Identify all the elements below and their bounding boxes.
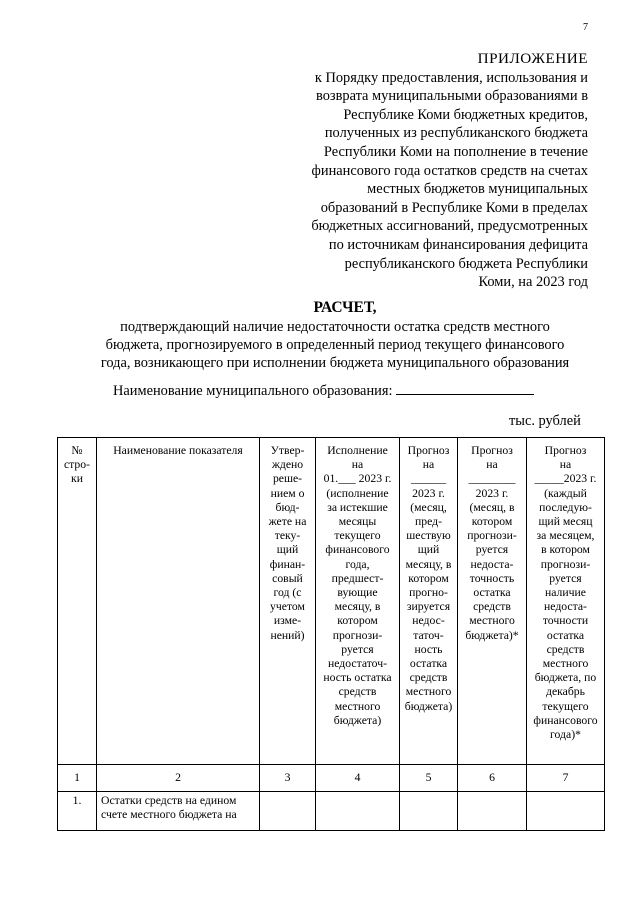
column-number: 5 [400,765,458,792]
units-label: тыс. рублей [509,413,581,429]
appendix-line: полученных из республиканского бюджета [324,125,588,142]
row-indicator: Остатки средств на едином счете местного бюджета на [97,792,260,831]
column-number: 6 [458,765,527,792]
row-number: 1. [58,792,97,831]
appendix-line: республиканского бюджета Республики [344,255,588,272]
table-row [58,792,605,831]
municipality-label: Наименование муниципального образования: [113,383,393,399]
appendix-line: Республике Коми бюджетных кредитов, [343,106,588,123]
row-cell-execution [316,792,400,831]
appendix-line: возврата муниципальными образованиями в [316,88,588,105]
municipality-field [113,380,534,400]
appendix-line: местных бюджетов муниципальных [367,181,588,198]
row-cell-forecast-month [458,792,527,831]
subtitle-line: года, возникающего при исполнении бюджета муниципального образования [100,355,570,371]
municipality-blank-line [396,380,534,395]
column-number: 1 [58,765,97,792]
col-header-forecast-following: Прогноз на _____2023 г. (каждый последую- щий месяц за месяцем, в котором прогнози- руется наличие недоста- точности остатка средств местного бюджета, по декабрь текущего финансового года)* [527,438,605,765]
appendix-line: Коми, на 2023 год [478,274,588,291]
appendix-block [258,50,588,292]
column-number: 2 [97,765,260,792]
row-cell-approved [260,792,316,831]
col-header-forecast-prev-month: Прогноз на ______ 2023 г. (месяц, пред- шествую щий месяцу, в котором прогно- зируется недос- таточ- ность остатка средств местного бюджета) [400,438,458,765]
document-title: РАСЧЕТ, [313,299,377,316]
column-number: 4 [316,765,400,792]
appendix-line: к Порядку предоставления, использования и [314,69,588,86]
table-header-row [58,438,605,765]
col-header-forecast-month: Прогноз на ________ 2023 г. (месяц, в котором прогнози- руется недоста- точность остатка средств местного бюджета)* [458,438,527,765]
row-cell-forecast-following [527,792,605,831]
col-header-approved: Утвер- ждено реше- нием о бюд- жете на теку- щий финан- совый год (с учетом изме- нений) [260,438,316,765]
document-subtitle [70,318,600,372]
column-number: 3 [260,765,316,792]
appendix-line: финансового года остатков средств на счетах [311,162,588,179]
column-number-row [58,765,605,792]
row-cell-forecast-prev-month [400,792,458,831]
col-header-indicator: Наименование показателя [97,438,260,765]
appendix-line: по источникам финансирования дефицита [328,236,588,253]
col-header-row-number: № стро- ки [58,438,97,765]
appendix-title: ПРИЛОЖЕНИЕ [477,50,588,67]
col-header-execution: Исполнение на 01.___ 2023 г. (исполнение за истекшие месяцы текущего финансового года, предшест- вующие месяцу, в котором прогнози- руется недостаточ- ность остатка средств местного бюджета) [316,438,400,765]
page-number: 7 [583,22,588,33]
appendix-line: Республики Коми на пополнение в течение [323,143,588,160]
appendix-line: бюджетных ассигнований, предусмотренных [311,218,588,235]
appendix-line: образований в Республике Коми в пределах [320,199,588,216]
column-number: 7 [527,765,605,792]
subtitle-line: подтверждающий наличие недостаточности остатка средств местного [120,319,550,335]
calculation-table [57,437,605,831]
subtitle-line: бюджета, прогнозируемого в определенный период текущего финансового [105,337,565,353]
